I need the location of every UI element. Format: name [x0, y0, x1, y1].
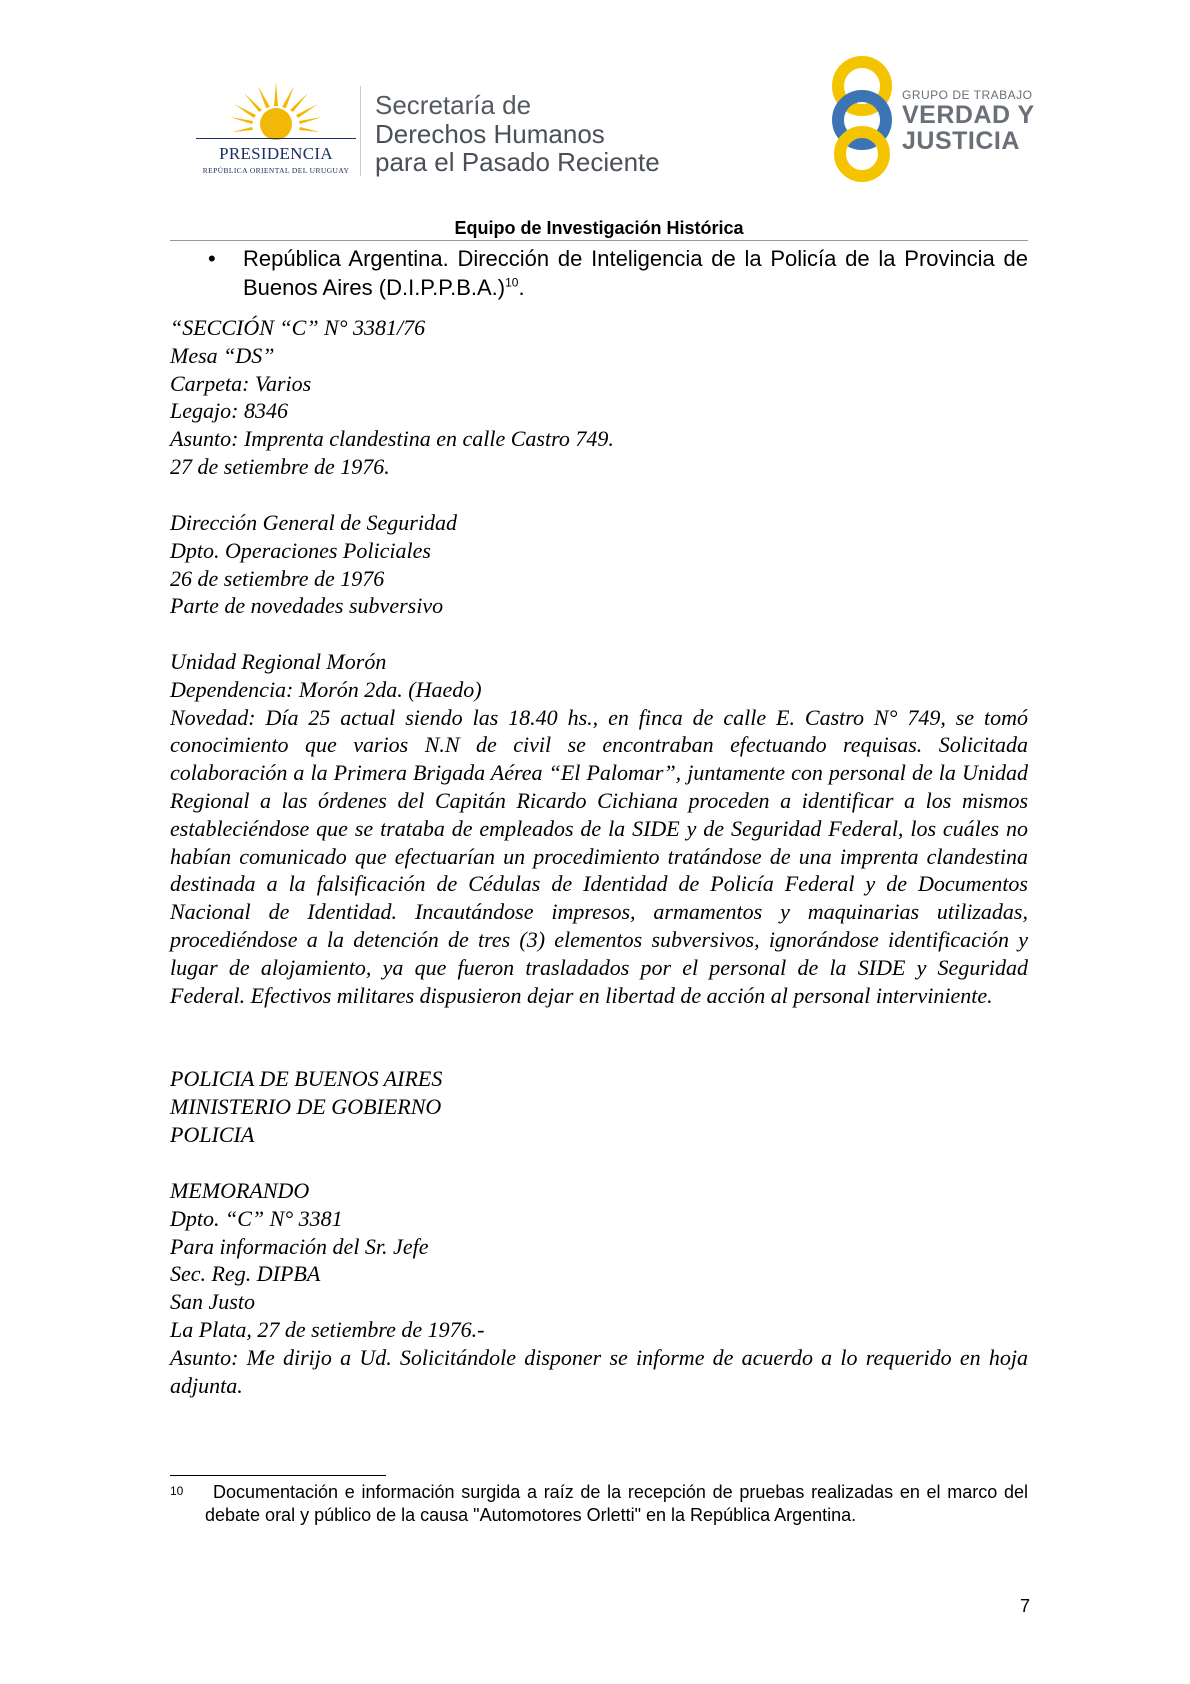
policia-block [170, 1065, 1028, 1148]
text-line: MEMORANDO [170, 1178, 310, 1203]
presidencia-subtitle: REPÚBLICA ORIENTAL DEL URUGUAY [202, 166, 350, 175]
memorando-block [170, 1177, 1028, 1399]
text-line: Dpto. Operaciones Policiales [170, 537, 431, 563]
secretaria-line-3: para el Pasado Reciente [375, 147, 660, 177]
text-line: San Justo [170, 1289, 255, 1315]
presidencia-logo [196, 80, 356, 180]
running-header: Equipo de Investigación Histórica [454, 218, 744, 238]
bullet-item [243, 244, 1028, 302]
novedad-paragraph: Novedad: Día 25 actual siendo las 18.40 hs., en finca de calle E. Castro N° 749, se tomó conocimiento que varios N.N de civil se encontraban efectuando requisas. Solicitada colaboración a la Primera Brigada Aérea “El Palomar”, juntamente con personal de la Unidad Regional a las órdenes del Capitán Ricardo Cichiana proceden a identificar a los mismos estableciéndose que se trataba de empleados de la SIDE y de Seguridad Federal, los cuáles no habían comunicado que efectuarían un procedimiento tratándose de una imprenta clandestina destinada a la falsificación de Cédulas de Identidad de Policía Federal y de Documentos Nacional de Identidad. Incautándose impresos, armamentos y maquinarias utilizadas, procediéndose a la detención de tres (3) elementos subversivos, ignorándose identificación y lugar de alojamiento, ya que fueron trasladados por el personal de la SIDE y Seguridad Federal. Efectivos militares dispusieron dejar en libertad de acción al personal interviniente. [170, 704, 1028, 1008]
presidencia-wordmark: PRESIDENCIA [219, 144, 333, 163]
asunto-paragraph: Asunto: Me dirijo a Ud. Solicitándole disponer se informe de acuerdo a lo requerido en hoja adjunta. [170, 1344, 1028, 1398]
secretaria-line-2: Derechos Humanos [375, 119, 605, 149]
text-line: Dependencia: Morón 2da. (Haedo) [170, 676, 482, 702]
footnote-number: 10 [170, 1484, 184, 1498]
unidad-block [170, 648, 1028, 1009]
text-line: Unidad Regional Morón [170, 649, 387, 674]
text-line: Legajo: 8346 [170, 398, 288, 424]
text-line: MINISTERIO DE GOBIERNO [170, 1093, 442, 1119]
text-line: 26 de setiembre de 1976 [170, 565, 385, 591]
text-line: POLICIA DE BUENOS AIRES [170, 1066, 443, 1091]
text-line: Mesa “DS” [170, 342, 275, 368]
footnote-rule [170, 1475, 386, 1476]
gtvj-line-3: JUSTICIA [902, 127, 1020, 155]
bullet-icon: • [208, 246, 216, 271]
secretaria-wordmark [375, 90, 660, 176]
interlocking-rings-icon [824, 56, 900, 182]
page-number: 7 [1019, 1596, 1030, 1616]
header-rule [170, 240, 1028, 241]
text-line: Dpto. “C” N° 3381 [170, 1205, 343, 1231]
sun-icon [196, 80, 356, 146]
seccion-block [170, 314, 1028, 481]
text-line: POLICIA [170, 1121, 255, 1147]
text-line: Para información del Sr. Jefe [170, 1233, 429, 1259]
bullet-end: . [518, 275, 525, 300]
gtvj-line-2: VERDAD Y [902, 101, 1035, 129]
text-line: Asunto: Imprenta clandestina en calle Castro 749. [170, 426, 614, 452]
text-line: Carpeta: Varios [170, 370, 312, 396]
bullet-text: República Argentina. Dirección de Inteligencia de la Policía de la Provincia de Buenos Aires (D.I.P.P.B.A.) [243, 246, 1028, 300]
text-line: Sec. Reg. DIPBA [170, 1261, 321, 1287]
footnote-ref[interactable]: 10 [505, 275, 519, 290]
gtvj-line-1: GRUPO DE TRABAJO [902, 88, 1033, 102]
text-line: La Plata, 27 de setiembre de 1976.- [170, 1316, 485, 1342]
text-line: “SECCIÓN “C” N° 3381/76 [170, 315, 426, 340]
gtvj-wordmark [902, 88, 1035, 154]
text-line: Parte de novedades subversivo [170, 593, 444, 619]
text-line: 27 de setiembre de 1976. [170, 453, 390, 479]
text-line: Dirección General de Seguridad [170, 510, 457, 535]
header-divider [360, 86, 361, 176]
footnote-text: Documentación e información surgida a raíz de la recepción de pruebas realizadas en el marco del debate oral y público de la causa "Automotores Orletti" en la República Argentina. [205, 1482, 1028, 1525]
direccion-block [170, 509, 1028, 620]
secretaria-line-1: Secretaría de [375, 90, 532, 120]
